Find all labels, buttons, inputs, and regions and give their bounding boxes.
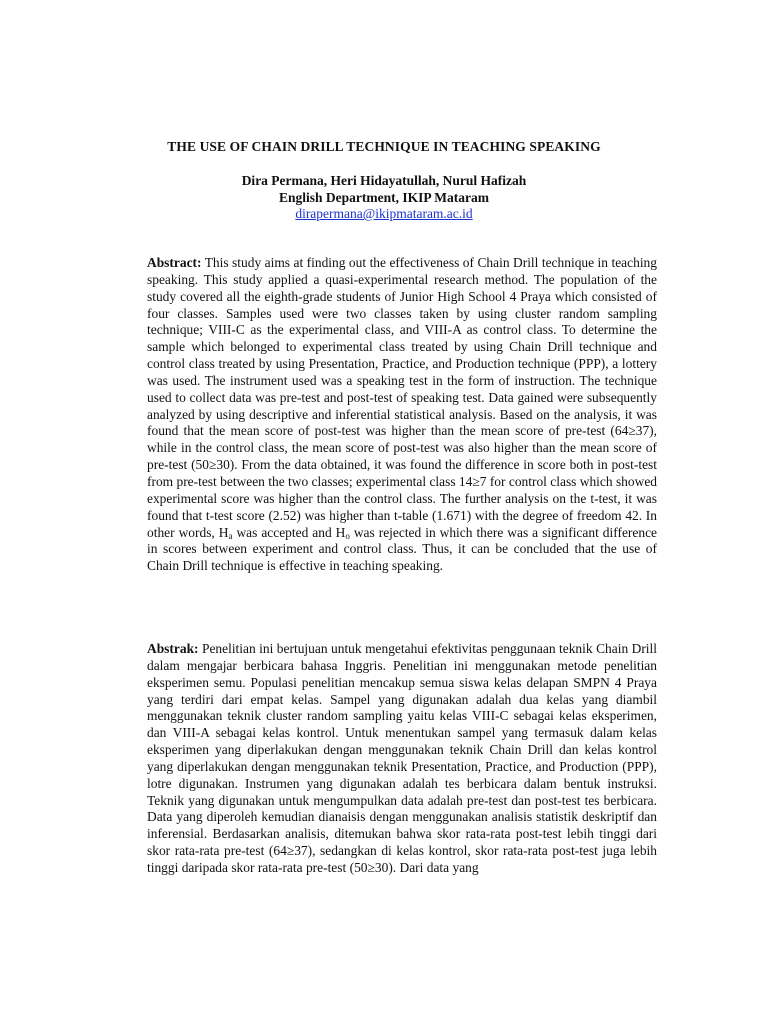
paper-title: THE USE OF CHAIN DRILL TECHNIQUE IN TEACHING SPEAKING — [167, 139, 601, 154]
abstract-text-part-3: was rejected in which there was a significant difference in scores between experiment and control class. Thus, it can be concluded that the use of Chain Drill technique is effective in teaching speaking. — [147, 524, 657, 574]
author-email-link[interactable]: dirapermana@ikipmataram.ac.id — [295, 206, 473, 221]
author-list: Dira Permana, Heri Hidayatullah, Nurul Hafizah — [241, 173, 527, 188]
abstract-english — [147, 255, 657, 575]
abstrak-text: Penelitian ini bertujuan untuk mengetahui efektivitas penggunaan teknik Chain Drill dalam mengajar berbicara bahasa Inggris. Penelitian ini menggunakan metode penelitian eksperimen semu. Populasi penelitian mencakup semua siswa kelas delapan SMPN 4 Praya yang terdiri dari empat kelas. Sampel yang digunakan adalah dua kelas yang diambil menggunakan teknik cluster random sampling yaitu kelas VIII-C sebagai kelas eksperimen, dan VIII-A sebagai kelas kontrol. Untuk menentukan sampel yang termasuk dalam kelas eksperimen yang diperlakukan dengan menggunakan teknik Chain Drill dan kelas kontrol yang diperlakukan dengan menggunakan teknik Presentation, Practice, and Production (PPP), lotre digunakan. Instrumen yang digunakan adalah tes berbicara dalam bentuk instruksi. Teknik yang digunakan untuk mengumpulkan data adalah pre-test dan post-test tes berbicara. Data yang diperoleh kemudian dianaisis dengan menggunakan analisis statistik deskriptif dan inferensial. Berdasarkan analisis, ditemukan bahwa skor rata-rata post-test lebih tinggi dari skor rata-rata pre-test (64≥37), sedangkan di kelas kontrol, skor rata-rata post-test juga lebih tinggi daripada skor rata-rata pre-test (50≥30). Dari data yang — [147, 641, 657, 875]
abstract-text-part-1: This study aims at finding out the effectiveness of Chain Drill technique in teaching speaking. This study applied a quasi-experimental research method. The population of the study covered all the eighth-grade students of Junior High School 4 Praya which consisted of four classes. Samples used were two classes taken by using cluster random sampling technique; VIII-C as the experimental class, and VIII-A as control class. To determine the sample which belonged to experimental class treated by using Chain Drill technique and control class treated by using Presentation, Practice, and Production technique (PPP), a lottery was used. The instrument used was a speaking test in the form of instruction. The technique used to collect data was pre-test and post-test of speaking test. Data gained were subsequently analyzed by using descriptive and inferential statistical analysis. Based on the analysis, it was found that the mean score of post-test was higher than the mean score of pre-test (64≥37), while in the control class, the mean score of post-test was also higher than the mean score of pre-test (50≥30). From the data obtained, it was found the difference in score both in post-test from pre-test between the two classes; experimental class 14≥7 for control class which showed experimental score was higher than the control class. The further analysis on the t-test, it was found that t-test score (2.52) was higher than t-table (1.671) with the degree of freedom 42. In other words, H — [147, 255, 658, 540]
abstract-indonesian — [147, 641, 657, 911]
subscript-a: a — [228, 530, 233, 541]
abstract-text-part-2: was accepted and H — [232, 524, 346, 540]
abstrak-label: Abstrak: — [147, 641, 199, 656]
author-email-line — [0, 205, 768, 222]
department: English Department, IKIP Mataram — [279, 190, 489, 205]
abstract-label: Abstract: — [147, 255, 202, 270]
subscript-o: o — [345, 530, 350, 541]
